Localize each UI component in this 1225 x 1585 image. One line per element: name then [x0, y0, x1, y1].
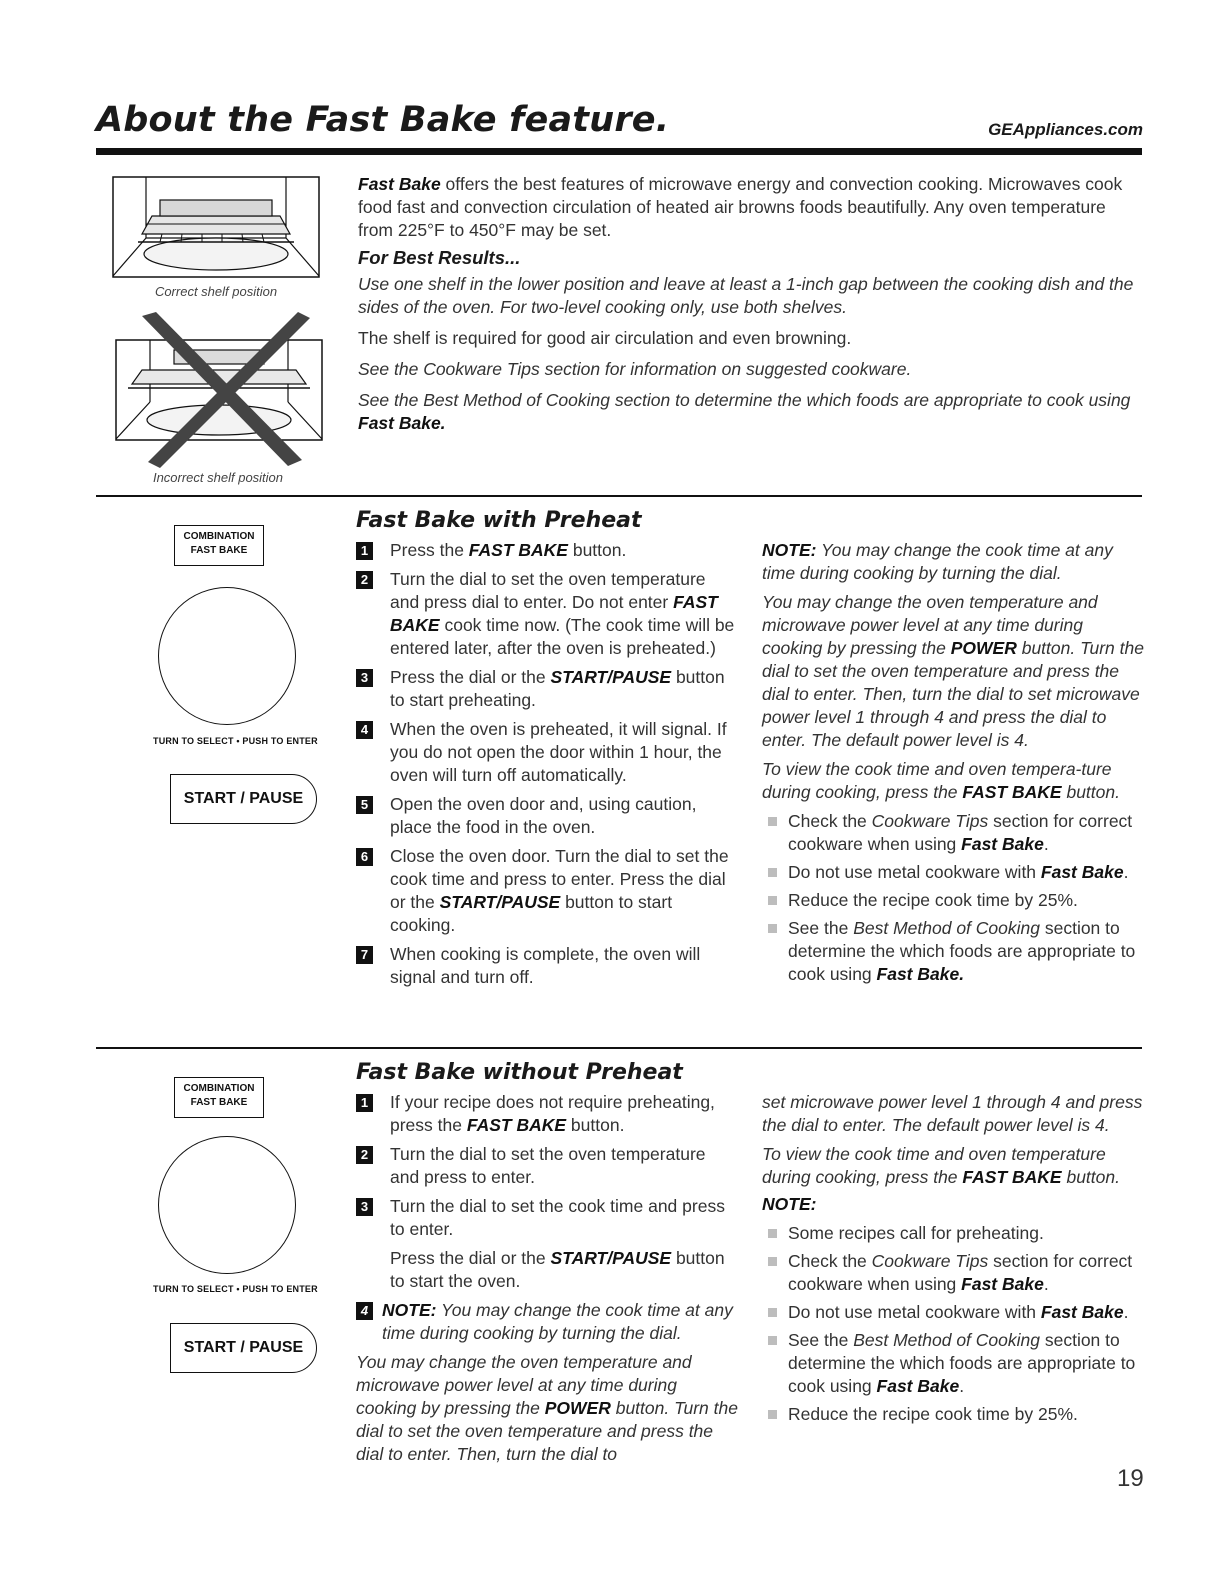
no-preheat-press-instruction: Press the dial or the START/PAUSE button to start the oven. [390, 1248, 725, 1291]
preheat-step-6: 6 Close the oven door. Turn the dial to set the cook time and press to enter. Press the dial or the START/PAUSE button to start cooking. [356, 845, 738, 937]
preheat-step-5: 5 Open the oven door and, using caution, place the food in the oven. [356, 793, 738, 839]
preheat-step-1: 1 Press the FAST BAKE button. [356, 539, 738, 562]
best-results-heading: For Best Results... [358, 247, 521, 268]
selector-dial[interactable] [158, 1136, 296, 1274]
no-preheat-power-note: You may change the oven temperature and microwave power level at any time during cooking by pressing the POWER button. Turn the dial to set the oven temperature and press the dial to enter. Then, turn the dial to [356, 1352, 738, 1464]
no-preheat-bullet: Check the Cookware Tips section for correct cookware when using Fast Bake. [762, 1250, 1144, 1296]
no-preheat-heading: Fast Bake without Preheat [356, 1060, 683, 1085]
best-method-note: See the Best Method of Cooking section to determine the which foods are appropriate to cook using Fast Bake. [358, 390, 1131, 433]
preheat-heading: Fast Bake with Preheat [356, 508, 642, 533]
cookware-tips-note: See the Cookware Tips section for information on suggested cookware. [358, 359, 912, 379]
dial-label: TURN TO SELECT • PUSH TO ENTER [153, 1284, 318, 1294]
incorrect-shelf-caption: Incorrect shelf position [152, 470, 284, 485]
page-title: About the Fast Bake feature. [96, 100, 670, 140]
preheat-notes [762, 539, 1144, 991]
no-preheat-view-note: To view the cook time and oven temperature during cooking, press the FAST BAKE button. [762, 1144, 1120, 1187]
preheat-bullet: Check the Cookware Tips section for correct cookware when using Fast Bake. [762, 810, 1144, 856]
no-preheat-steps [356, 1091, 738, 1466]
correct-shelf-caption: Correct shelf position [154, 284, 278, 299]
intro-paragraph: offers the best features of microwave energy and convection cooking. Microwaves cook food fast and convection circulation of heated air browns foods beautifully. Any oven temperature from 225°F to 450°F may be set. [358, 174, 1123, 240]
preheat-bullet: Do not use metal cookware with Fast Bake. [762, 861, 1144, 884]
preheat-bullet: See the Best Method of Cooking section to determine the which foods are appropriate to cook using Fast Bake. [762, 917, 1144, 986]
no-preheat-bullet: Some recipes call for preheating. [762, 1222, 1144, 1245]
no-preheat-step-2: 2 Turn the dial to set the oven temperature and press to enter. [356, 1143, 738, 1189]
no-preheat-step-1: 1 If your recipe does not require preheating, press the FAST BAKE button. [356, 1091, 738, 1137]
no-preheat-step-3: 3 Turn the dial to set the cook time and press to enter. [356, 1195, 738, 1241]
page-number: 19 [1117, 1465, 1144, 1492]
incorrect-shelf-figure [112, 312, 324, 470]
preheat-bullet: Reduce the recipe cook time by 25%. [762, 889, 1144, 912]
shelf-required-note: The shelf is required for good air circulation and even browning. [358, 328, 852, 348]
no-preheat-notes [762, 1091, 1144, 1431]
shelf-instruction: Use one shelf in the lower position and leave at least a 1-inch gap between the cooking dish and the sides of the oven. For two-level cooking only, use both shelves. [358, 274, 1134, 317]
correct-shelf-figure [112, 176, 320, 278]
preheat-note: NOTE: You may change the cook time at any time during cooking by turning the dial. [762, 540, 1113, 583]
no-preheat-step-4: 4 NOTE: You may change the cook time at any time during cooking by turning the dial. [356, 1299, 738, 1345]
no-preheat-bullet: Reduce the recipe cook time by 25%. [762, 1403, 1144, 1426]
no-preheat-bullet: Do not use metal cookware with Fast Bake. [762, 1301, 1144, 1324]
start-pause-button[interactable]: START / PAUSE [170, 1323, 317, 1373]
website-label: GEAppliances.com [988, 120, 1143, 139]
selector-dial[interactable] [158, 587, 296, 725]
intro-lead: Fast Bake [358, 174, 441, 194]
fast-bake-button[interactable]: COMBINATION FAST BAKE [174, 1077, 264, 1118]
preheat-step-7: 7 When cooking is complete, the oven will signal and turn off. [356, 943, 738, 989]
no-preheat-note-label: NOTE: [762, 1194, 817, 1214]
header-rule [96, 148, 1142, 155]
no-preheat-power-continued: set microwave power level 1 through 4 and press the dial to enter. The default power level is 4. [762, 1092, 1143, 1135]
fast-bake-button[interactable]: COMBINATION FAST BAKE [174, 525, 264, 566]
start-pause-button[interactable]: START / PAUSE [170, 774, 317, 824]
preheat-power-note: You may change the oven temperature and microwave power level at any time during cooking by pressing the POWER button. Turn the dial to set the oven temperature and press the dial to enter. Then, turn the dial to set microwave power level 1 through 4 and press the dial to enter. The default power level is 4. [762, 592, 1144, 750]
dial-label: TURN TO SELECT • PUSH TO ENTER [153, 736, 318, 746]
preheat-step-4: 4 When the oven is preheated, it will signal. If you do not open the door within 1 hour, the oven will turn off automatically. [356, 718, 738, 787]
preheat-step-3: 3 Press the dial or the START/PAUSE button to start preheating. [356, 666, 738, 712]
preheat-view-note: To view the cook time and oven tempera-ture during cooking, press the FAST BAKE button. [762, 759, 1120, 802]
preheat-steps [356, 539, 738, 995]
no-preheat-bullet: See the Best Method of Cooking section to determine the which foods are appropriate to cook using Fast Bake. [762, 1329, 1144, 1398]
section-divider-2 [96, 1047, 1142, 1049]
preheat-step-2: 2 Turn the dial to set the oven temperature and press dial to enter. Do not enter FAST BAKE cook time now. (The cook time will be entered later, after the oven is preheated.) [356, 568, 738, 660]
section-divider-1 [96, 495, 1142, 497]
intro-section [358, 173, 1143, 435]
